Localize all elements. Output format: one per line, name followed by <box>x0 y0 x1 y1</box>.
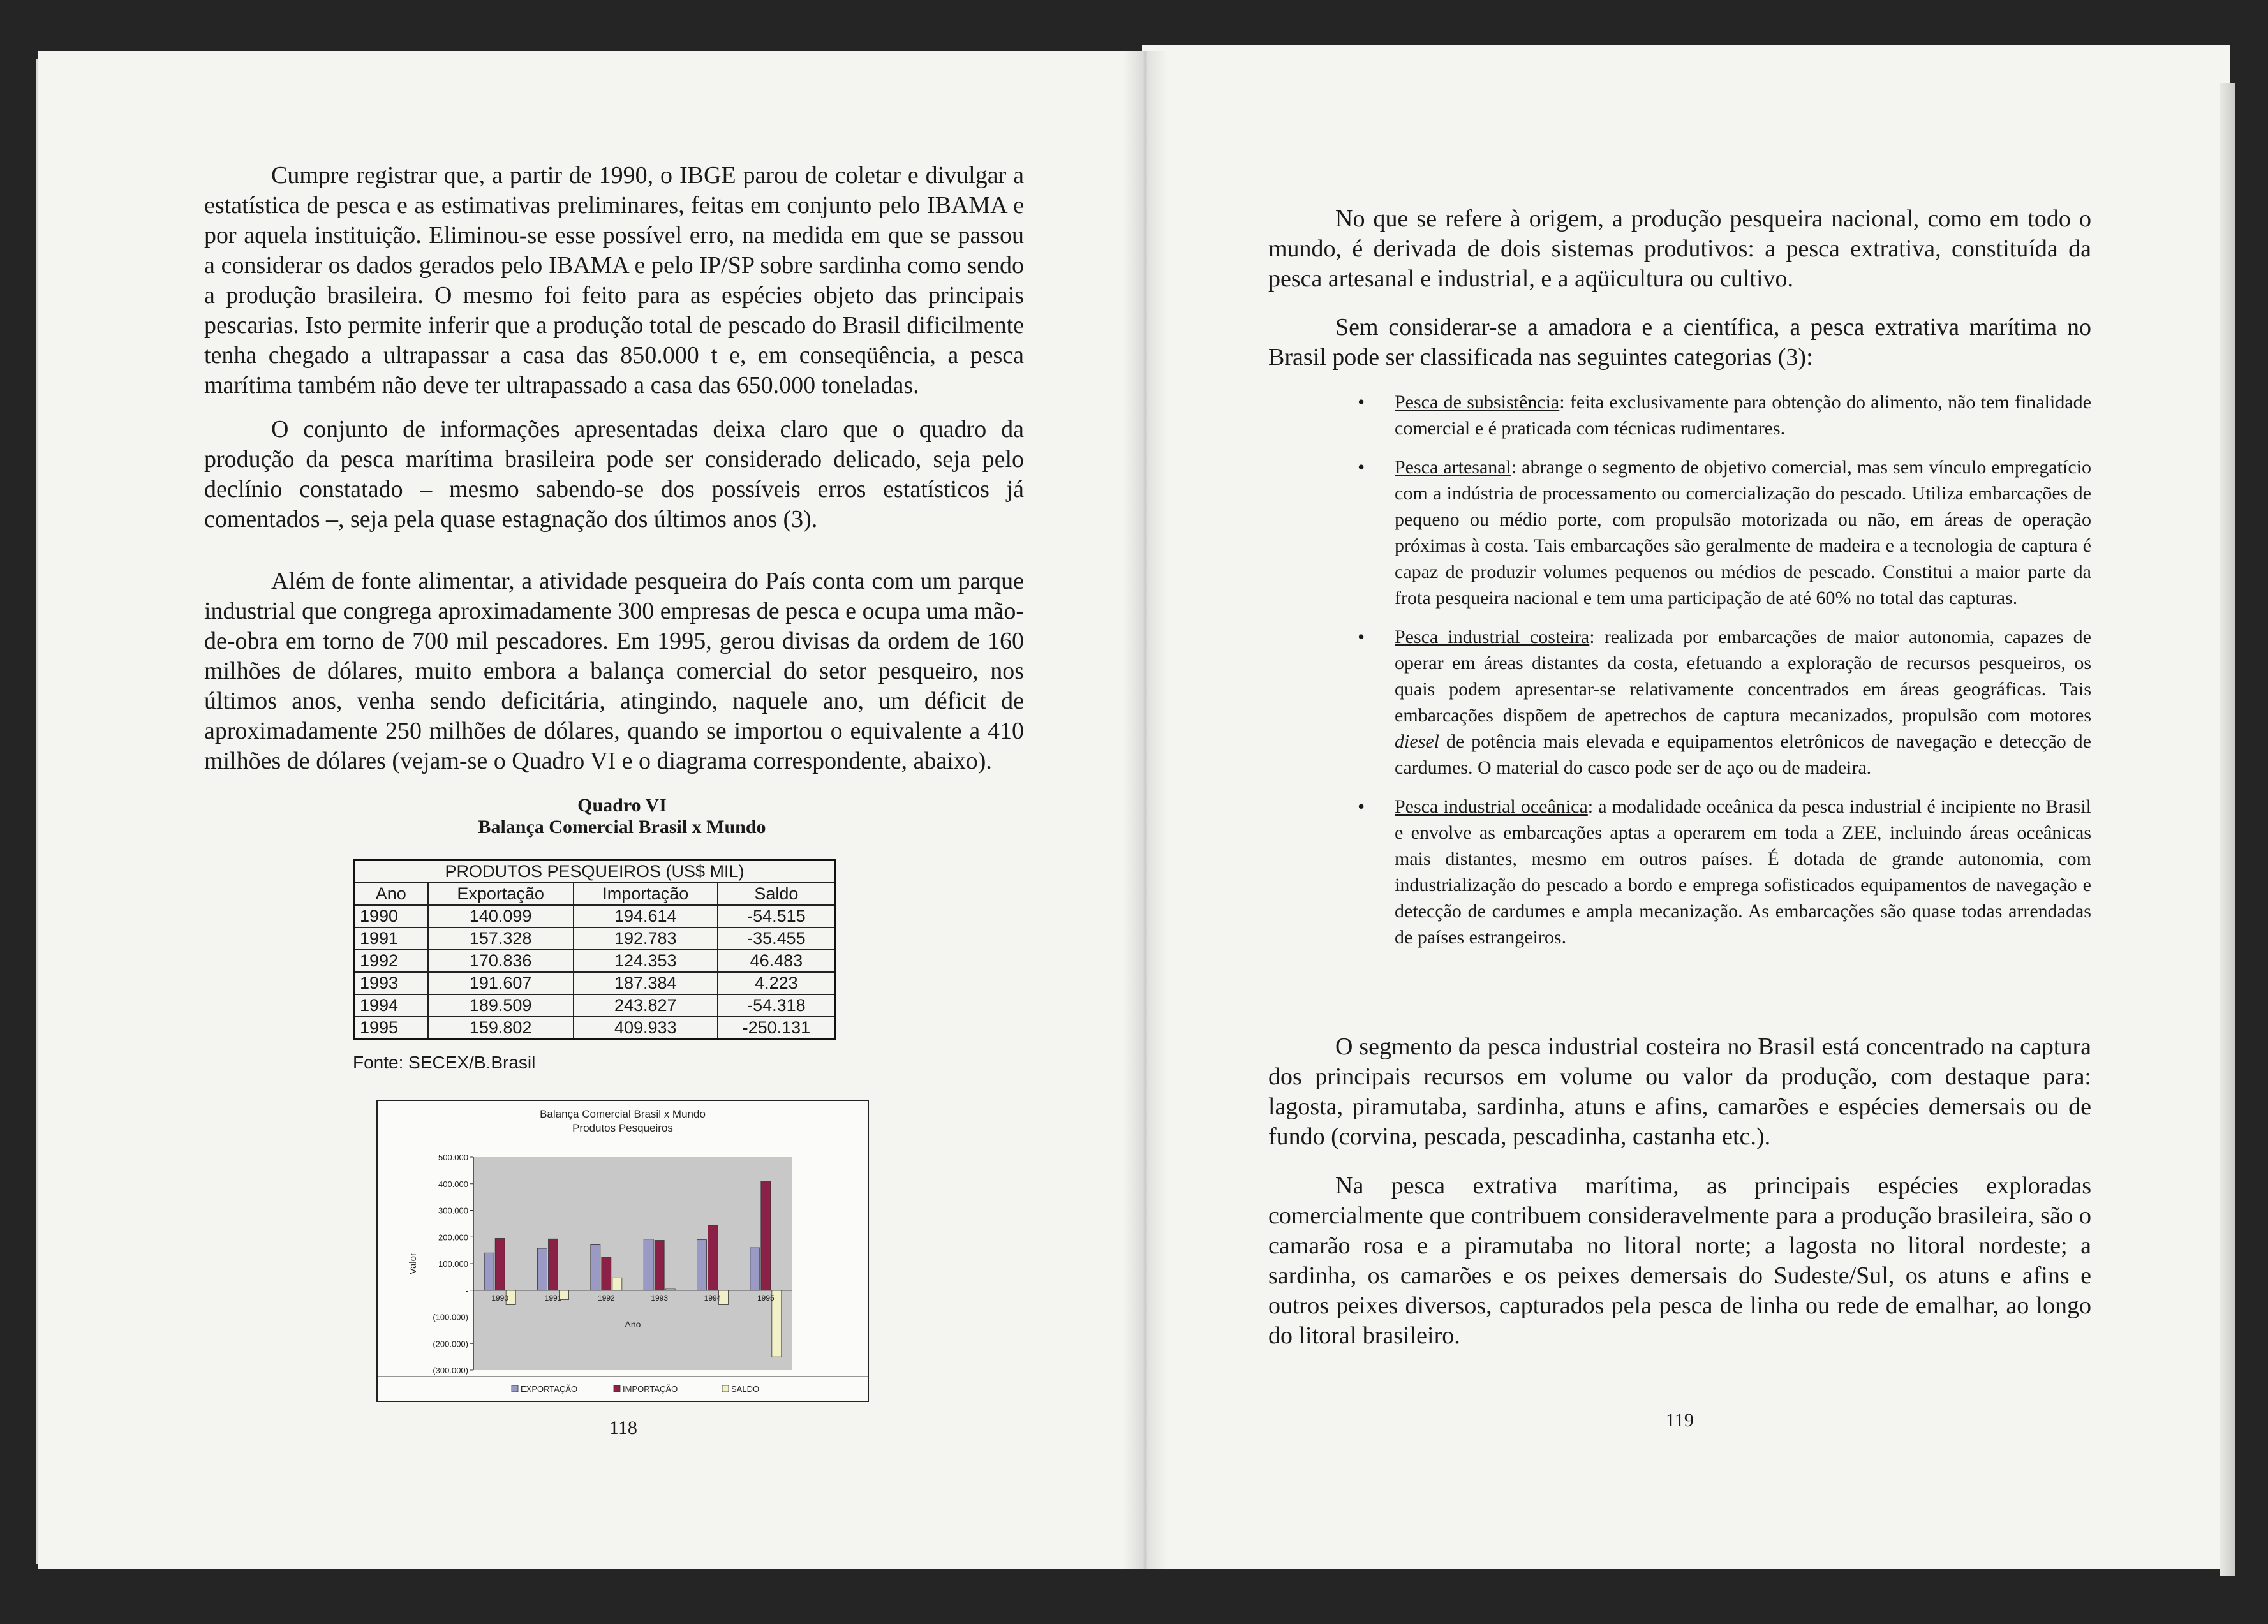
chart-bar <box>602 1257 611 1290</box>
table-cell: 1993 <box>354 972 428 994</box>
list-item-italic: diesel <box>1395 731 1439 752</box>
table-cell: 140.099 <box>428 905 574 927</box>
chart-subtitle: Produtos Pesqueiros <box>572 1122 673 1134</box>
bullet-icon: • <box>1358 625 1365 648</box>
list-item <box>1358 624 2091 781</box>
paragraph: O segmento da pesca industrial costeira no Brasil está concentrado na captura dos principais recursos em volume ou valor da produção, com destaque para: lagosta, piramutaba, sardinha, atuns e afins, camarões e espécies demersais ou de fundo (corvina, pescada, pescadinha, castanha etc.). <box>1268 1033 2091 1150</box>
x-tick-label: 1990 <box>491 1293 509 1303</box>
table-header-row <box>354 883 836 905</box>
column-header: Ano <box>354 883 428 905</box>
quadro-title: Balança Comercial Brasil x Mundo <box>478 816 766 838</box>
chart-svg <box>378 1101 868 1401</box>
table-cell: -54.515 <box>718 905 836 927</box>
table-cell: 4.223 <box>718 972 836 994</box>
y-tick-label: (300.000) <box>433 1366 468 1375</box>
list-item-text: : abrange o segmento de objetivo comercial, mas sem vínculo empregatício com a indústria de processamento ou comercialização do pescado. Utiliza embarcações de pequeno ou médio porte, com propulsão motorizada ou não, em áreas de operação próximas à costa. Tais embarcações são geralmente de madeira e a tecnologia de captura é capaz de produzir volumes pequenos ou médios de pescado. Constitui a maior parte da frota pesqueira nacional e tem uma participação de até 60% no total das capturas. <box>1395 457 2092 609</box>
paragraph: O conjunto de informações apresentadas deixa claro que o quadro da produção da pesca marítima brasileira pode ser considerado delicado, seja pelo declínio constatado – mesmo sabendo-se dos possíveis erros estatísticos já comentados –, seja pela quase estagnação dos últimos anos (3). <box>204 416 1024 533</box>
book-gutter <box>1123 51 1167 1569</box>
legend-swatch <box>614 1385 620 1392</box>
table-cell: 1992 <box>354 950 428 972</box>
column-header: Exportação <box>428 883 574 905</box>
list-item <box>1358 389 2091 441</box>
chart-bar <box>644 1239 653 1290</box>
chart-bar <box>612 1278 622 1290</box>
table-cell: 194.614 <box>574 905 718 927</box>
legend-label: EXPORTAÇÃO <box>521 1384 578 1394</box>
chart-bar <box>591 1244 600 1290</box>
chart-bar <box>549 1239 558 1290</box>
table-cell: 1995 <box>354 1017 428 1040</box>
page-number: 119 <box>1666 1410 1694 1431</box>
table-cell: 1994 <box>354 994 428 1017</box>
bullet-icon: • <box>1358 390 1365 413</box>
table-row <box>354 994 836 1017</box>
chart-bar <box>761 1181 771 1290</box>
y-tick-label: (100.000) <box>433 1312 468 1322</box>
x-axis-label: Ano <box>625 1318 641 1329</box>
legend-swatch <box>722 1385 729 1392</box>
paragraph: Na pesca extrativa marítima, as principais espécies exploradas comercialmente que contribuem consideravelmente para a produção brasileira, são o camarão rosa e a piramutaba no litoral norte; a lagosta no litoral nordeste; a sardinha, os camarões e os peixes demersais do Sudeste/Sul, os atuns e afins e outros peixes diversos, capturados pela pesca de linha ou rede de emalhar, ao longo do litoral brasileiro. <box>1268 1172 2091 1349</box>
plot-area <box>473 1157 792 1370</box>
list-item-term: Pesca de subsistência <box>1395 392 1560 413</box>
table-cell: 1991 <box>354 927 428 950</box>
bullet-icon: • <box>1358 455 1365 478</box>
paragraph: No que se refere à origem, a produção pesqueira nacional, como em todo o mundo, é derivada de dois sistemas produtivos: a pesca extrativa, constituída da pesca artesanal e industrial, e a aqüicultura ou cultivo. <box>1268 205 2091 292</box>
legend-label: SALDO <box>731 1384 760 1394</box>
column-header: Saldo <box>718 883 836 905</box>
y-tick-label: (200.000) <box>433 1339 468 1349</box>
bullet-icon: • <box>1358 795 1365 818</box>
legend-label: IMPORTAÇÃO <box>623 1384 678 1394</box>
book-edge-right <box>2220 83 2235 1576</box>
table-cell: 187.384 <box>574 972 718 994</box>
y-tick-label: 500.000 <box>438 1153 468 1162</box>
list-item <box>1358 454 2092 611</box>
column-header: Importação <box>574 883 718 905</box>
chart-bar <box>697 1240 707 1290</box>
table-cell: 192.783 <box>574 927 718 950</box>
table-cell: 243.827 <box>574 994 718 1017</box>
chart-bar <box>495 1238 505 1290</box>
y-tick-label: 400.000 <box>438 1179 468 1189</box>
legend-swatch <box>512 1385 518 1392</box>
paragraph: Sem considerar-se a amadora e a científica, a pesca extrativa marítima no Brasil pode ser classificada nas seguintes categorias (3): <box>1268 314 2091 371</box>
table-super-header <box>354 860 836 883</box>
page-number: 118 <box>609 1417 637 1438</box>
table-cell: 159.802 <box>428 1017 574 1040</box>
table-cell: -250.131 <box>718 1017 836 1040</box>
y-tick-label: 300.000 <box>438 1206 468 1216</box>
y-tick-label: - <box>465 1285 468 1296</box>
list-item-term: Pesca industrial oceânica <box>1395 796 1588 817</box>
table-row <box>354 927 836 950</box>
fishing-categories-list <box>1358 389 2092 950</box>
y-axis-label: Valor <box>408 1253 419 1274</box>
table-super-header-cell: PRODUTOS PESQUEIROS (US$ MIL) <box>354 860 836 883</box>
list-item-text: : a modalidade oceânica da pesca industrial é incipiente no Brasil e envolve as embarcações aptas a operarem em toda a ZEE, incluindo áreas oceânicas mais distantes, mesmo em outros países. É dotada de grande autonomia, com industrialização do pescado a bordo e emprega sofisticados equipamentos de navegação e detecção de cardumes e ampla mecanização. As embarcações são quase todas arrendadas de países estrangeiros. <box>1395 796 2091 948</box>
table-cell: 124.353 <box>574 950 718 972</box>
table-cell: 157.328 <box>428 927 574 950</box>
table-row <box>354 972 836 994</box>
x-tick-label: 1991 <box>544 1293 562 1303</box>
chart-bar <box>750 1248 760 1290</box>
table-row <box>354 905 836 927</box>
x-tick-label: 1994 <box>704 1293 722 1303</box>
table-source-note: Fonte: SECEX/B.Brasil <box>353 1052 536 1072</box>
paragraph: Além de fonte alimentar, a atividade pesqueira do País conta com um parque industrial que congrega aproximadamente 300 empresas de pesca e ocupa uma mão-de-obra em torno de 700 mil pescadores. Em 1995, gerou divisas da ordem de 160 milhões de dólares, muito embora a balança comercial do setor pesqueiro, nos últimos anos, venha sendo deficitária, atingindo, naquele ano, um déficit de aproximadamente 250 milhões de dólares, quando se importou o equivalente a 410 milhões de dólares (vejam-se o Quadro VI e o diagrama correspondente, abaixo). <box>204 568 1024 774</box>
x-tick-label: 1993 <box>651 1293 669 1303</box>
table-row <box>354 1017 836 1040</box>
list-item-term: Pesca artesanal <box>1395 457 1511 478</box>
chart-bar <box>708 1225 718 1290</box>
table-cell: 170.836 <box>428 950 574 972</box>
table-row <box>354 950 836 972</box>
chart-title: Balança Comercial Brasil x Mundo <box>540 1108 706 1120</box>
table-cell: -54.318 <box>718 994 836 1017</box>
y-tick-label: 100.000 <box>438 1259 468 1269</box>
table-cell: -35.455 <box>718 927 836 950</box>
chart-bar <box>538 1248 547 1290</box>
y-tick-label: 200.000 <box>438 1232 468 1243</box>
table-cell: 1990 <box>354 905 428 927</box>
chart-bar <box>484 1253 494 1290</box>
list-item-text: : feita exclusivamente para obtenção do alimento, não tem finalidade comercial e é praticada com técnicas rudimentares. <box>1395 392 2091 439</box>
quadro-number: Quadro VI <box>577 795 667 816</box>
x-tick-label: 1995 <box>757 1293 775 1303</box>
trade-balance-chart <box>376 1100 869 1402</box>
list-item <box>1358 794 2091 950</box>
list-item-text: de potência mais elevada e equipamentos eletrônicos de navegação e detecção de cardumes. O material do casco pode ser de aço ou de madeira. <box>1395 731 2091 778</box>
table-cell: 409.933 <box>574 1017 718 1040</box>
paragraph: Cumpre registrar que, a partir de 1990, o IBGE parou de coletar e divulgar a estatística de pesca e as estimativas preliminares, feitas em conjunto pelo IBAMA e por aquela instituição. Eliminou-se esse possível erro, na medida em que se passou a considerar os dados gerados pelo IBAMA e pelo IP/SP sobre sardinha como sendo a produção brasileira. O mesmo foi feito para as espécies objeto das principais pescarias. Isto permite inferir que a produção total de pescado do Brasil dificilmente tenha chegado a ultrapassar a casa das 850.000 t e, em conseqüência, a pesca marítima também não deve ter ultrapassado a casa das 650.000 toneladas. <box>204 162 1024 399</box>
list-item-text: : realizada por embarcações de maior autonomia, capazes de operar em áreas distantes da costa, efetuando a exploração de recursos pesqueiros, os quais podem apresentar-se relativamente concentrados em áreas geográficas. Tais embarcações dispõem de apetrechos de captura mecanizados, propulsão com motores <box>1395 626 2091 726</box>
list-item-term: Pesca industrial costeira <box>1395 626 1590 647</box>
table-cell: 189.509 <box>428 994 574 1017</box>
table-cell: 46.483 <box>718 950 836 972</box>
table-cell: 191.607 <box>428 972 574 994</box>
x-tick-label: 1992 <box>597 1293 615 1303</box>
trade-balance-table <box>353 859 836 1040</box>
chart-bar <box>655 1241 664 1290</box>
